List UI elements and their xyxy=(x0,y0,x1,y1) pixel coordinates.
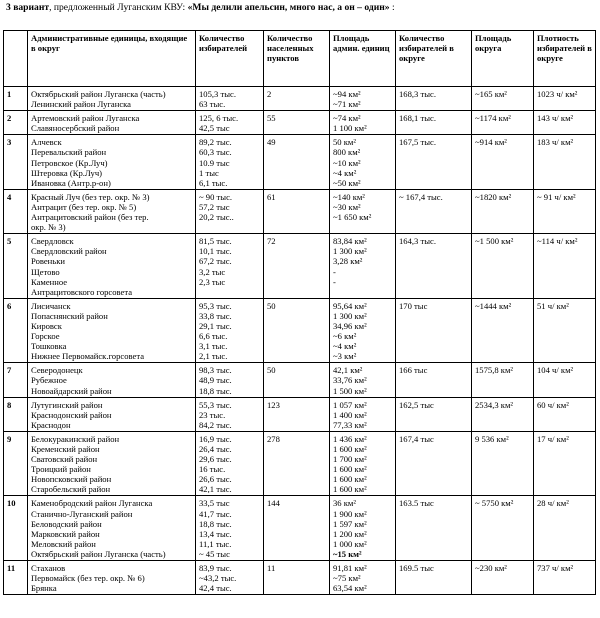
areas-line: ~75 км² xyxy=(333,573,361,584)
voters-cell xyxy=(196,87,264,111)
table-row xyxy=(4,87,596,111)
settlements-cell: 123 xyxy=(264,397,330,431)
density-cell: 1023 ч/ км² xyxy=(534,87,596,111)
areas-line: 34,96 км² xyxy=(333,320,367,331)
row-number: 7 xyxy=(4,363,28,397)
table-row xyxy=(4,234,596,299)
areas-line: 800 км² xyxy=(333,147,361,158)
areas-line: 1 400 км² xyxy=(333,409,367,420)
district-area-cell: ~ 5750 км² xyxy=(472,496,534,561)
table-row xyxy=(4,496,596,561)
units-line: Первомайск (без тер. окр. № 6) xyxy=(31,573,145,584)
settlements-cell: 49 xyxy=(264,135,330,189)
header-voters: Количество избирателей xyxy=(196,31,264,87)
units-cell xyxy=(28,189,196,233)
voters-line: 98,3 тыс. xyxy=(199,365,232,376)
units-line: Сватовский район xyxy=(31,454,98,465)
district-area-cell: ~1 500 км² xyxy=(472,234,534,299)
areas-cell xyxy=(330,298,396,363)
areas-line: 83,84 км² xyxy=(333,236,367,247)
table-header-row xyxy=(4,31,596,87)
voters-line: 33,8 тыс. xyxy=(199,310,232,321)
voters-line: 18,8 тыс. xyxy=(199,518,232,529)
voters-line: 23 тыс. xyxy=(199,409,226,420)
units-cell xyxy=(28,431,196,496)
areas-line: 36 км² xyxy=(333,498,356,509)
areas-line: 1 200 км² xyxy=(333,528,367,539)
areas-line: ~4 км² xyxy=(333,167,357,178)
voters-cell xyxy=(196,496,264,561)
row-number: 10 xyxy=(4,496,28,561)
areas-cell xyxy=(330,111,396,135)
row-number: 1 xyxy=(4,87,28,111)
density-cell: ~114 ч/ км² xyxy=(534,234,596,299)
voters-line: 84,2 тыс. xyxy=(199,419,232,430)
district-area-cell: ~1174 км² xyxy=(472,111,534,135)
voters-line: 10,1 тыс. xyxy=(199,246,232,257)
areas-line: 95,64 км² xyxy=(333,300,367,311)
voters-line: 2,1 тыс. xyxy=(199,351,228,362)
voters-line: 125, 6 тыс. xyxy=(199,113,239,124)
page-title xyxy=(6,2,395,13)
row-number: 2 xyxy=(4,111,28,135)
voters-line: ~ 90 тыс. xyxy=(199,191,233,202)
areas-line: 63,54 км² xyxy=(333,583,367,594)
voters-line: 42,5 тыс xyxy=(199,123,230,134)
settlements-cell: 2 xyxy=(264,87,330,111)
units-line: Антрацитовский район (без тер. xyxy=(31,212,149,223)
voters-cell xyxy=(196,135,264,189)
districts-table xyxy=(3,30,596,595)
density-cell: 51 ч/ км² xyxy=(534,298,596,363)
areas-line: 1 600 км² xyxy=(333,444,367,454)
district-voters-cell: 164,3 тыс. xyxy=(396,234,472,299)
table-row xyxy=(4,561,596,595)
table-row xyxy=(4,431,596,496)
district-area-cell: 1575,8 км² xyxy=(472,363,534,397)
areas-line: 1 600 км² xyxy=(333,484,367,495)
voters-line: 67,2 тыс. xyxy=(199,256,232,267)
areas-line: ~6 км² xyxy=(333,331,357,342)
voters-line: 95,3 тыс. xyxy=(199,300,232,311)
district-voters-cell: 170 тыс xyxy=(396,298,472,363)
voters-line: 55,3 тыс. xyxy=(199,399,232,410)
units-line: Штеровка (Кр.Луч) xyxy=(31,167,103,178)
areas-line: ~71 км² xyxy=(333,99,361,110)
units-cell xyxy=(28,496,196,561)
district-area-cell: ~914 км² xyxy=(472,135,534,189)
units-line: Тошковка xyxy=(31,341,67,352)
units-cell xyxy=(28,87,196,111)
header-district-area: Площадь округа xyxy=(472,31,534,87)
voters-line: 6,6 тыс. xyxy=(199,331,228,342)
units-line: Кировск xyxy=(31,320,62,331)
units-line: Октябрьский район Луганска (часть) xyxy=(31,548,166,559)
areas-line: 1 600 км² xyxy=(333,474,367,485)
district-voters-cell: 168,1 тыс. xyxy=(396,111,472,135)
district-area-cell: ~230 км² xyxy=(472,561,534,595)
header-units: Административные единицы, входящие в округ xyxy=(28,31,196,87)
voters-line: ~43,2 тыс. xyxy=(199,573,237,584)
areas-line: - xyxy=(333,266,336,277)
row-number: 9 xyxy=(4,431,28,496)
units-line: Ленинский район Луганска xyxy=(31,99,131,110)
areas-line: 1 597 км² xyxy=(333,518,367,529)
units-line: Октябрьский район Луганска (часть) xyxy=(31,89,166,99)
voters-cell xyxy=(196,234,264,299)
areas-line: ~10 км² xyxy=(333,157,361,168)
voters-cell xyxy=(196,111,264,135)
units-line: Петровское (Кр.Луч) xyxy=(31,157,108,168)
areas-line: ~1 650 км² xyxy=(333,212,372,223)
header-settlements: Количество населенных пунктов xyxy=(264,31,330,87)
areas-line: ~74 км² xyxy=(333,113,361,124)
density-cell: 60 ч/ км² xyxy=(534,397,596,431)
units-line: Новоайдарский район xyxy=(31,385,112,396)
voters-line: 29,1 тыс. xyxy=(199,320,232,331)
areas-line: ~94 км² xyxy=(333,89,361,99)
voters-line: 16,9 тыс. xyxy=(199,433,232,444)
areas-line: 1 000 км² xyxy=(333,538,367,549)
voters-line: 63 тыс. xyxy=(199,99,226,110)
voters-line: 11,1 тыс. xyxy=(199,538,232,549)
district-area-cell: ~1444 км² xyxy=(472,298,534,363)
density-cell: 28 ч/ км² xyxy=(534,496,596,561)
units-line: Нижнее Первомайск.горсовета xyxy=(31,351,145,362)
units-line: Красный Луч (без тер. окр. № 3) xyxy=(31,191,150,202)
voters-line: 26,4 тыс. xyxy=(199,444,232,454)
units-line: Ивановка (Антр.р-он) xyxy=(31,177,111,188)
areas-cell xyxy=(330,234,396,299)
settlements-cell: 50 xyxy=(264,298,330,363)
voters-line: 57,2 тыс xyxy=(199,201,230,212)
density-cell: 737 ч/ км² xyxy=(534,561,596,595)
row-number: 3 xyxy=(4,135,28,189)
units-line: Ровеньки xyxy=(31,256,65,267)
units-line: Троицкий район xyxy=(31,464,91,475)
areas-line: 1 057 км² xyxy=(333,399,367,410)
voters-cell xyxy=(196,298,264,363)
units-line: Брянка xyxy=(31,583,57,594)
areas-line: 3,28 км² xyxy=(333,256,363,267)
table-row xyxy=(4,397,596,431)
voters-cell xyxy=(196,189,264,233)
settlements-cell: 11 xyxy=(264,561,330,595)
areas-line: 91,81 км² xyxy=(333,563,367,574)
areas-cell xyxy=(330,87,396,111)
areas-line: 1 300 км² xyxy=(333,310,367,321)
areas-line: ~140 км² xyxy=(333,191,365,202)
voters-line: 26,6 тыс. xyxy=(199,474,232,485)
district-voters-cell: ~ 167,4 тыс. xyxy=(396,189,472,233)
units-cell xyxy=(28,397,196,431)
areas-line: ~30 км² xyxy=(333,201,361,212)
voters-line: 33,5 тыс xyxy=(199,498,230,509)
header-density: Плотность избирателей в округе xyxy=(534,31,596,87)
voters-line: 60,3 тыс. xyxy=(199,147,232,158)
units-cell xyxy=(28,298,196,363)
voters-line: 105,3 тыс. xyxy=(199,89,236,99)
units-line: Артемовский район Луганска xyxy=(31,113,140,124)
row-number: 8 xyxy=(4,397,28,431)
settlements-cell: 72 xyxy=(264,234,330,299)
row-number: 4 xyxy=(4,189,28,233)
district-voters-cell: 169.5 тыс xyxy=(396,561,472,595)
voters-line: 1 тыс xyxy=(199,167,219,178)
row-number: 6 xyxy=(4,298,28,363)
voters-cell xyxy=(196,431,264,496)
voters-line: 48,9 тыс. xyxy=(199,375,232,386)
areas-line: 50 км² xyxy=(333,137,356,148)
density-cell: 17 ч/ км² xyxy=(534,431,596,496)
units-line: Лутугинский район xyxy=(31,399,103,410)
units-line: Старобельский район xyxy=(31,484,111,495)
table-row xyxy=(4,363,596,397)
units-line: Каменное xyxy=(31,276,68,287)
areas-cell xyxy=(330,363,396,397)
title-tail: : xyxy=(389,2,395,13)
units-cell xyxy=(28,561,196,595)
units-line: Славяносербский район xyxy=(31,123,120,134)
units-line: Стаханов xyxy=(31,563,66,574)
areas-line: 42,1 км² xyxy=(333,365,363,376)
header-number xyxy=(4,31,28,87)
district-area-cell: ~165 км² xyxy=(472,87,534,111)
settlements-cell: 61 xyxy=(264,189,330,233)
units-line: Белокуракинский район xyxy=(31,433,120,444)
voters-line: 83,9 тыс. xyxy=(199,563,232,574)
units-line: Алчевск xyxy=(31,137,62,148)
voters-line: 13,4 тыс. xyxy=(199,528,232,539)
areas-line: 1 436 км² xyxy=(333,433,367,444)
areas-line: ~50 км² xyxy=(333,177,361,188)
units-cell xyxy=(28,234,196,299)
table-row xyxy=(4,111,596,135)
areas-line: 77,33 км² xyxy=(333,419,367,430)
units-line: Краснодон xyxy=(31,419,71,430)
units-line: Северодонецк xyxy=(31,365,83,376)
density-cell: 183 ч/ км² xyxy=(534,135,596,189)
areas-cell xyxy=(330,496,396,561)
district-voters-cell: 167,4 тыс xyxy=(396,431,472,496)
voters-line: 6,1 тыс. xyxy=(199,177,228,188)
settlements-cell: 144 xyxy=(264,496,330,561)
units-line: Кременский район xyxy=(31,444,100,454)
voters-line: ~ 45 тыс xyxy=(199,548,230,559)
units-line: Беловодский район xyxy=(31,518,102,529)
table-row xyxy=(4,298,596,363)
voters-line: 29,6 тыс. xyxy=(199,454,232,465)
areas-line: 1 500 км² xyxy=(333,385,367,396)
units-cell xyxy=(28,363,196,397)
density-cell: 143 ч/ км² xyxy=(534,111,596,135)
row-number: 11 xyxy=(4,561,28,595)
voters-line: 42,1 тыс. xyxy=(199,484,232,495)
units-line: Антрацит (без тер. окр. № 5) xyxy=(31,201,137,212)
units-cell xyxy=(28,111,196,135)
units-cell xyxy=(28,135,196,189)
density-cell: ~ 91 ч/ км² xyxy=(534,189,596,233)
district-area-cell: ~1820 км² xyxy=(472,189,534,233)
areas-line: 1 100 км² xyxy=(333,123,367,134)
district-voters-cell: 167,5 тыс. xyxy=(396,135,472,189)
voters-line: 20,2 тыс.. xyxy=(199,212,234,223)
title-text: , предложенный Луганским КВУ: xyxy=(49,2,188,13)
density-cell: 104 ч/ км² xyxy=(534,363,596,397)
units-line: Перевальский район xyxy=(31,147,107,158)
voters-line: 3,2 тыс xyxy=(199,266,226,277)
areas-line: ~4 км² xyxy=(333,341,357,352)
district-voters-cell: 168,3 тыс. xyxy=(396,87,472,111)
areas-cell xyxy=(330,189,396,233)
header-area: Площадь админ. единиц xyxy=(330,31,396,87)
row-number: 5 xyxy=(4,234,28,299)
areas-cell xyxy=(330,561,396,595)
voters-line: 81,5 тыс. xyxy=(199,236,232,247)
title-quote: «Мы делили апельсин, много нас, а он – один» xyxy=(187,2,390,13)
units-line: Новопсковский район xyxy=(31,474,112,485)
areas-line: ~15 км² xyxy=(333,548,362,559)
units-line: Рубежное xyxy=(31,375,67,386)
areas-line: 1 900 км² xyxy=(333,508,367,519)
table-row xyxy=(4,189,596,233)
voters-line: 16 тыс. xyxy=(199,464,226,475)
units-line: Каменобродский район Луганска xyxy=(31,498,153,509)
district-voters-cell: 166 тыс xyxy=(396,363,472,397)
areas-line: 1 700 км² xyxy=(333,454,367,465)
areas-line: 1 600 км² xyxy=(333,464,367,475)
voters-cell xyxy=(196,363,264,397)
voters-line: 18,8 тыс. xyxy=(199,385,232,396)
settlements-cell: 50 xyxy=(264,363,330,397)
voters-line: 10.9 тыс xyxy=(199,157,230,168)
units-line: окр. № 3) xyxy=(31,222,66,233)
areas-cell xyxy=(330,397,396,431)
header-district-voters: Количество избирателей в округе xyxy=(396,31,472,87)
voters-line: 42,4 тыс. xyxy=(199,583,232,594)
areas-line: 1 300 км² xyxy=(333,246,367,257)
voters-line: 41,7 тыс. xyxy=(199,508,232,519)
settlements-cell: 55 xyxy=(264,111,330,135)
units-line: Свердловский район xyxy=(31,246,107,257)
voters-cell xyxy=(196,397,264,431)
units-line: Свердловск xyxy=(31,236,74,247)
areas-line: 33,76 км² xyxy=(333,375,367,386)
areas-cell xyxy=(330,431,396,496)
areas-line: - xyxy=(333,276,336,287)
district-area-cell: 2534,3 км² xyxy=(472,397,534,431)
areas-line: ~3 км² xyxy=(333,351,357,362)
voters-cell xyxy=(196,561,264,595)
units-line: Краснодонский район xyxy=(31,409,112,420)
district-voters-cell: 162,5 тыс xyxy=(396,397,472,431)
voters-line: 2,3 тыс xyxy=(199,276,226,287)
units-line: Станично-Луганский район xyxy=(31,508,133,519)
units-line: Щетово xyxy=(31,266,60,277)
settlements-cell: 278 xyxy=(264,431,330,496)
units-line: Марковский район xyxy=(31,528,100,539)
units-line: Антрацитовского горсовета xyxy=(31,286,133,297)
district-voters-cell: 163.5 тыс xyxy=(396,496,472,561)
units-line: Меловский район xyxy=(31,538,96,549)
voters-line: 89,2 тыс. xyxy=(199,137,232,148)
variant-label: 3 вариант xyxy=(6,2,50,13)
district-area-cell: 9 536 км² xyxy=(472,431,534,496)
areas-cell xyxy=(330,135,396,189)
voters-line: 3,1 тыс. xyxy=(199,341,228,352)
units-line: Попаснянский район xyxy=(31,310,108,321)
units-line: Лисичанск xyxy=(31,300,71,311)
units-line: Горское xyxy=(31,331,60,342)
table-row xyxy=(4,135,596,189)
